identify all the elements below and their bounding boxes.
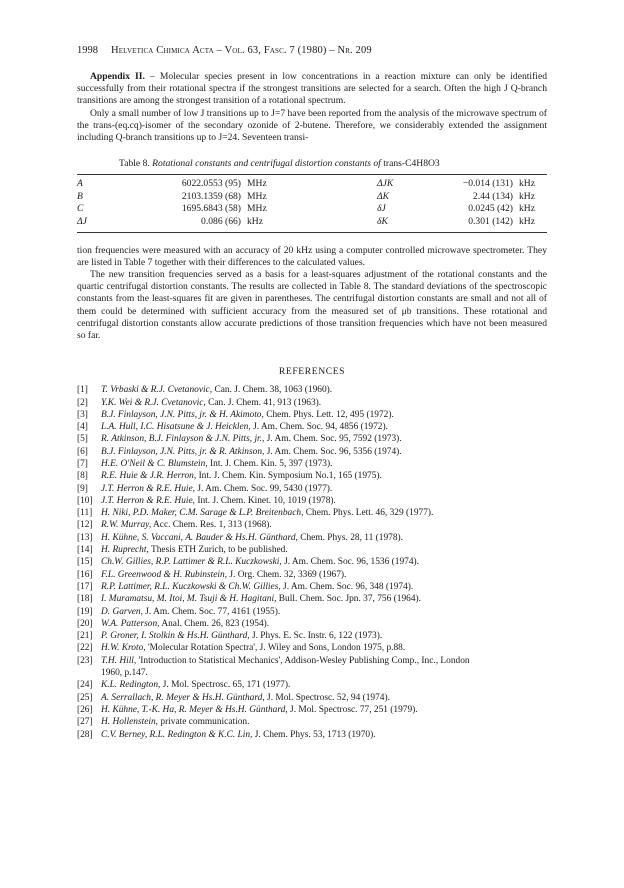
reference-item bbox=[77, 519, 547, 531]
reference-source: 'Molecular Rotation Spectra', J. Wiley and Sons, London 1975, p.88. bbox=[145, 643, 406, 654]
table-row bbox=[77, 175, 547, 191]
reference-number: [26] bbox=[77, 704, 93, 715]
reference-number: [10] bbox=[77, 495, 93, 506]
reference-number: [13] bbox=[77, 532, 93, 543]
left-value: 0.086 (66) bbox=[201, 216, 241, 227]
left-symbol: A bbox=[77, 178, 83, 190]
reference-authors: A. Serrallach, R. Meyer & Hs.H. Günthard, bbox=[101, 692, 265, 703]
reference-number: [8] bbox=[77, 471, 88, 482]
references-list bbox=[77, 384, 547, 741]
reference-item bbox=[77, 581, 547, 593]
reference-item bbox=[77, 470, 547, 482]
reference-source: J. Mol. Spectrosc. 77, 251 (1979). bbox=[287, 704, 418, 715]
reference-item bbox=[77, 433, 547, 445]
table-row bbox=[77, 203, 547, 216]
references-heading: REFERENCES bbox=[278, 366, 346, 378]
reference-text bbox=[101, 581, 547, 593]
reference-source: J. Org. Chem. 32, 3369 (1967). bbox=[227, 569, 347, 580]
reference-text bbox=[101, 630, 547, 642]
reference-authors: F.L. Greenwood & H. Rubinstein, bbox=[101, 569, 228, 580]
reference-authors: C.V. Berney, R.L. Redington & K.C. Lin, bbox=[101, 729, 253, 740]
reference-source: J. Mol. Spectrosc. 52, 94 (1974). bbox=[264, 692, 390, 703]
left-value: 6022.0553 (95) bbox=[181, 178, 241, 190]
paragraph-4: The new transition frequencies served as a basis for a least-squares adjustment of the rotational constants and the quartic centrifugal distortion constants. The results are collected in Table 8. The standard deviations of the spectroscopic constants from the least-squares fit are given in parentheses. The centrifugal distortion constants are small and not all of them could be determined with sufficient accuracy from the measured set of μb transitions. These rotational and centrifugal distortion constants allow accurate predictions of those transition frequencies which have not been measured so far. bbox=[77, 269, 547, 342]
reference-number: [16] bbox=[77, 569, 93, 580]
reference-authors: H. Hollenstein, bbox=[101, 717, 159, 728]
left-unit: kHz bbox=[247, 216, 263, 227]
reference-item bbox=[77, 507, 547, 519]
reference-source: 'Introduction to Statistical Mechanics', Addison-Wesley Publishing Comp., Inc., London bbox=[136, 655, 470, 666]
reference-item bbox=[77, 606, 547, 618]
reference-item bbox=[77, 729, 547, 741]
reference-authors: R.P. Lattimer, R.L. Kuczkowski & Ch.W. Gillies, bbox=[101, 581, 281, 592]
reference-number: [14] bbox=[77, 545, 93, 556]
page-number: 1998 bbox=[77, 45, 98, 56]
reference-item bbox=[77, 544, 547, 556]
reference-text bbox=[101, 409, 547, 421]
reference-text bbox=[101, 433, 547, 445]
reference-source: J. Am. Chem. Soc. 94, 4856 (1972). bbox=[250, 422, 388, 433]
reference-item bbox=[77, 679, 547, 691]
reference-authors: K.L. Redington, bbox=[101, 680, 161, 691]
caption-title: Rotational constants and centrifugal distortion constants of bbox=[152, 158, 384, 170]
reference-authors: B.J. Finlayson, J.N. Pitts, jr. & R. Atkinson, bbox=[101, 446, 265, 457]
reference-item bbox=[77, 642, 547, 654]
reference-item bbox=[77, 556, 547, 568]
reference-source: J. Am. Chem. Soc. 95, 7592 (1973). bbox=[264, 434, 402, 445]
reference-source: J. Am. Chem. Soc. 96, 1536 (1974). bbox=[281, 557, 419, 568]
reference-authors: H. Niki, P.D. Maker, C.M. Sarage & L.P. Breitenbach, bbox=[101, 508, 304, 519]
reference-authors: Y.K. Wei & R.J. Cvetanovic, bbox=[101, 397, 206, 408]
reference-source: J. Am. Chem. Soc. 96, 5356 (1974). bbox=[264, 446, 402, 457]
reference-source: Int. J. Chem. Kin. Symposium No.1, 165 (1975). bbox=[196, 471, 382, 482]
right-value: 0.0245 (42) bbox=[468, 203, 513, 215]
right-symbol: δK bbox=[377, 216, 388, 227]
reference-number: [3] bbox=[77, 409, 88, 420]
reference-authors: T.H. Hill, bbox=[101, 655, 137, 666]
reference-authors: H. Kühne, S. Vaccani, A. Bauder & Hs.H. Günthard, bbox=[101, 532, 298, 543]
reference-text bbox=[101, 532, 547, 544]
reference-authors: B.J. Finlayson, J.N. Pitts, jr. & H. Akimoto, bbox=[101, 409, 264, 420]
reference-number: [2] bbox=[77, 397, 88, 408]
left-symbol: B bbox=[77, 190, 83, 202]
reference-source: J. Mol. Spectrosc. 65, 171 (1977). bbox=[160, 680, 291, 691]
reference-authors: H. Kühne, T.-K. Ha, R. Meyer & Hs.H. Günthard, bbox=[101, 704, 288, 715]
reference-continuation: 1960, p.147. bbox=[101, 668, 148, 679]
reference-number: [11] bbox=[77, 508, 93, 519]
reference-text bbox=[101, 618, 547, 630]
reference-authors: R.W. Murray, bbox=[101, 520, 152, 531]
reference-number: [17] bbox=[77, 581, 93, 592]
right-value: 0.301 (142) bbox=[468, 216, 513, 227]
paragraph-3: tion frequencies were measured with an accuracy of 20 kHz using a computer controlled microwave spectrometer. They are listed in Table 7 together with their differences to the calculated values. bbox=[77, 244, 547, 268]
reference-authors: D. Garven, bbox=[101, 606, 143, 617]
reference-authors: L.A. Hull, I.C. Hisatsune & J. Heicklen, bbox=[101, 422, 251, 433]
right-value: 2.44 (134) bbox=[473, 190, 513, 202]
reference-text bbox=[101, 716, 547, 728]
reference-text bbox=[101, 483, 547, 495]
reference-authors: H.E. O'Neil & C. Blumstein, bbox=[101, 459, 208, 469]
reference-source: Anal. Chem. 26, 823 (1954). bbox=[159, 618, 270, 629]
reference-number: [5] bbox=[77, 434, 88, 445]
reference-source: J. Phys. E. Sc. Instr. 6, 122 (1973). bbox=[249, 631, 383, 642]
reference-item bbox=[77, 532, 547, 544]
reference-number: [18] bbox=[77, 594, 93, 605]
constants-table bbox=[77, 174, 547, 232]
reference-source: J. Am. Chem. Soc. 77, 4161 (1955). bbox=[142, 606, 281, 617]
reference-source: J. Am. Chem. Soc. 99, 5430 (1977). bbox=[195, 483, 333, 494]
reference-text bbox=[101, 655, 547, 680]
reference-item bbox=[77, 704, 547, 716]
reference-source: Chem. Phys. Lett. 46, 329 (1977). bbox=[303, 508, 434, 519]
reference-text bbox=[101, 470, 547, 482]
reference-authors: H.W. Kroto, bbox=[101, 643, 146, 654]
reference-number: [21] bbox=[77, 631, 93, 642]
reference-number: [22] bbox=[77, 643, 93, 654]
reference-authors: J.T. Herron & R.E. Huie, bbox=[101, 495, 195, 506]
reference-text bbox=[101, 384, 547, 396]
reference-number: [1] bbox=[77, 385, 88, 396]
reference-source: J. Chem. Phys. 53, 1713 (1970). bbox=[252, 729, 376, 740]
reference-number: [19] bbox=[77, 606, 93, 617]
left-unit: MHz bbox=[247, 178, 267, 190]
reference-authors: I. Muramatsu, M. Itoi, M. Tsuji & H. Hagitani, bbox=[101, 594, 277, 605]
left-value: 1695.6843 (58) bbox=[181, 203, 241, 215]
reference-number: [6] bbox=[77, 446, 88, 457]
reference-number: [23] bbox=[77, 655, 93, 666]
reference-source: J. Am. Chem. Soc. 96, 348 (1974). bbox=[280, 581, 414, 592]
reference-text bbox=[101, 704, 547, 716]
right-value: −0.014 (131) bbox=[462, 178, 513, 190]
paragraph-2: Only a small number of low J transitions up to J=7 have been reported from the analysis of the microwave spectrum of the trans-(eq.cq)-isomer of the secondary ozonide of 2-butene. Therefore, we considerably extended the assignment including Q-branch transitions up to J=24. Seventeen transi- bbox=[77, 107, 547, 144]
left-symbol: ΔJ bbox=[77, 216, 87, 227]
page-header bbox=[77, 44, 547, 57]
reference-source: Chem. Phys. Lett. 12, 495 (1972). bbox=[263, 409, 394, 420]
running-title: Helvetica Chimica Acta – Vol. 63, Fasc. 7 (1980) – Nr. 209 bbox=[111, 45, 372, 56]
reference-authors: T. Vrbaski & R.J. Cvetanovic, bbox=[101, 385, 213, 396]
left-symbol: C bbox=[77, 203, 84, 215]
caption-formula: trans-C4H8O3 bbox=[383, 158, 440, 170]
reference-number: [20] bbox=[77, 618, 93, 629]
reference-number: [15] bbox=[77, 557, 93, 568]
left-unit: MHz bbox=[247, 203, 267, 215]
reference-source: Thesis ETH Zurich, to be published. bbox=[148, 545, 288, 556]
reference-item bbox=[77, 716, 547, 728]
right-symbol: δJ bbox=[377, 203, 386, 215]
right-unit: kHz bbox=[519, 178, 535, 190]
right-symbol: ΔJK bbox=[377, 178, 394, 190]
reference-number: [4] bbox=[77, 422, 88, 433]
reference-item bbox=[77, 618, 547, 630]
table-row bbox=[77, 191, 547, 204]
reference-text bbox=[101, 495, 547, 507]
reference-text bbox=[101, 397, 547, 409]
reference-item bbox=[77, 483, 547, 495]
reference-source: Int. J. Chem. Kinet. 10, 1019 (1978). bbox=[195, 495, 336, 506]
left-unit: MHz bbox=[247, 190, 267, 202]
reference-item bbox=[77, 630, 547, 642]
right-unit: kHz bbox=[519, 190, 535, 202]
reference-authors: W.A. Patterson, bbox=[101, 618, 160, 629]
reference-source: Int. J. Chem. Kin. 5, 397 (1973). bbox=[207, 459, 333, 469]
reference-number: [27] bbox=[77, 717, 93, 728]
right-symbol: ΔK bbox=[377, 190, 390, 202]
reference-source: Can. J. Chem. 41, 913 (1963). bbox=[205, 397, 322, 408]
reference-item bbox=[77, 495, 547, 507]
reference-authors: R. Atkinson, B.J. Finlayson & J.N. Pitts, jr., bbox=[101, 434, 265, 445]
reference-source: Chem. Phys. 28, 11 (1978). bbox=[297, 532, 403, 543]
reference-item bbox=[77, 692, 547, 704]
caption-label: Table 8. bbox=[119, 158, 153, 170]
table-caption bbox=[77, 158, 547, 170]
right-unit: kHz bbox=[519, 216, 535, 227]
reference-text bbox=[101, 556, 547, 568]
reference-text bbox=[101, 519, 547, 531]
reference-text bbox=[101, 421, 547, 433]
reference-text bbox=[101, 446, 547, 458]
reference-text bbox=[101, 569, 547, 581]
reference-source: private communication. bbox=[158, 717, 250, 728]
reference-item bbox=[77, 409, 547, 421]
reference-authors: Ch.W. Gillies, R.P. Lattimer & R.L. Kuczkowski, bbox=[101, 557, 282, 568]
reference-text bbox=[101, 729, 547, 741]
reference-authors: H. Ruprecht, bbox=[101, 545, 149, 556]
reference-text bbox=[101, 593, 547, 605]
reference-item bbox=[77, 421, 547, 433]
reference-number: [7] bbox=[77, 459, 88, 469]
reference-item bbox=[77, 569, 547, 581]
reference-authors: P. Groner, I. Stolkin & Hs.H. Günthard, bbox=[101, 631, 250, 642]
reference-item bbox=[77, 446, 547, 458]
reference-text bbox=[101, 606, 547, 618]
reference-item bbox=[77, 397, 547, 409]
reference-authors: R.E. Huie & J.R. Herron, bbox=[101, 471, 197, 482]
table-row bbox=[77, 216, 547, 232]
reference-text bbox=[101, 692, 547, 704]
reference-number: [12] bbox=[77, 520, 93, 531]
right-unit: kHz bbox=[519, 203, 535, 215]
reference-text bbox=[101, 458, 547, 470]
reference-item bbox=[77, 593, 547, 605]
appendix-paragraph bbox=[77, 71, 547, 108]
appendix-heading: Appendix II. bbox=[90, 71, 145, 82]
reference-source: Acc. Chem. Res. 1, 313 (1968). bbox=[151, 520, 272, 531]
reference-number: [28] bbox=[77, 729, 93, 740]
reference-authors: J.T. Herron & R.E. Huie, bbox=[101, 483, 195, 494]
appendix-text: – Molecular species present in low concentrations in a reaction mixture can only be identified successfully from their rotational spectra if the strongest transitions are selected for a search. Often the high J Q-branch transitions are among the strongest transition of a rotational spectrum. bbox=[77, 71, 547, 107]
reference-item bbox=[77, 458, 547, 470]
reference-item bbox=[77, 384, 547, 396]
left-value: 2103.1359 (68) bbox=[181, 190, 241, 202]
reference-text bbox=[101, 642, 547, 654]
reference-number: [9] bbox=[77, 483, 88, 494]
reference-number: [24] bbox=[77, 680, 93, 691]
reference-number: [25] bbox=[77, 692, 93, 703]
reference-text bbox=[101, 507, 547, 519]
reference-text bbox=[101, 544, 547, 556]
reference-item bbox=[77, 655, 547, 680]
reference-text bbox=[101, 679, 547, 691]
reference-source: Bull. Chem. Soc. Jpn. 37, 756 (1964). bbox=[276, 594, 421, 605]
journal-page bbox=[77, 44, 547, 741]
reference-source: Can. J. Chem. 38, 1063 (1960). bbox=[212, 385, 333, 396]
